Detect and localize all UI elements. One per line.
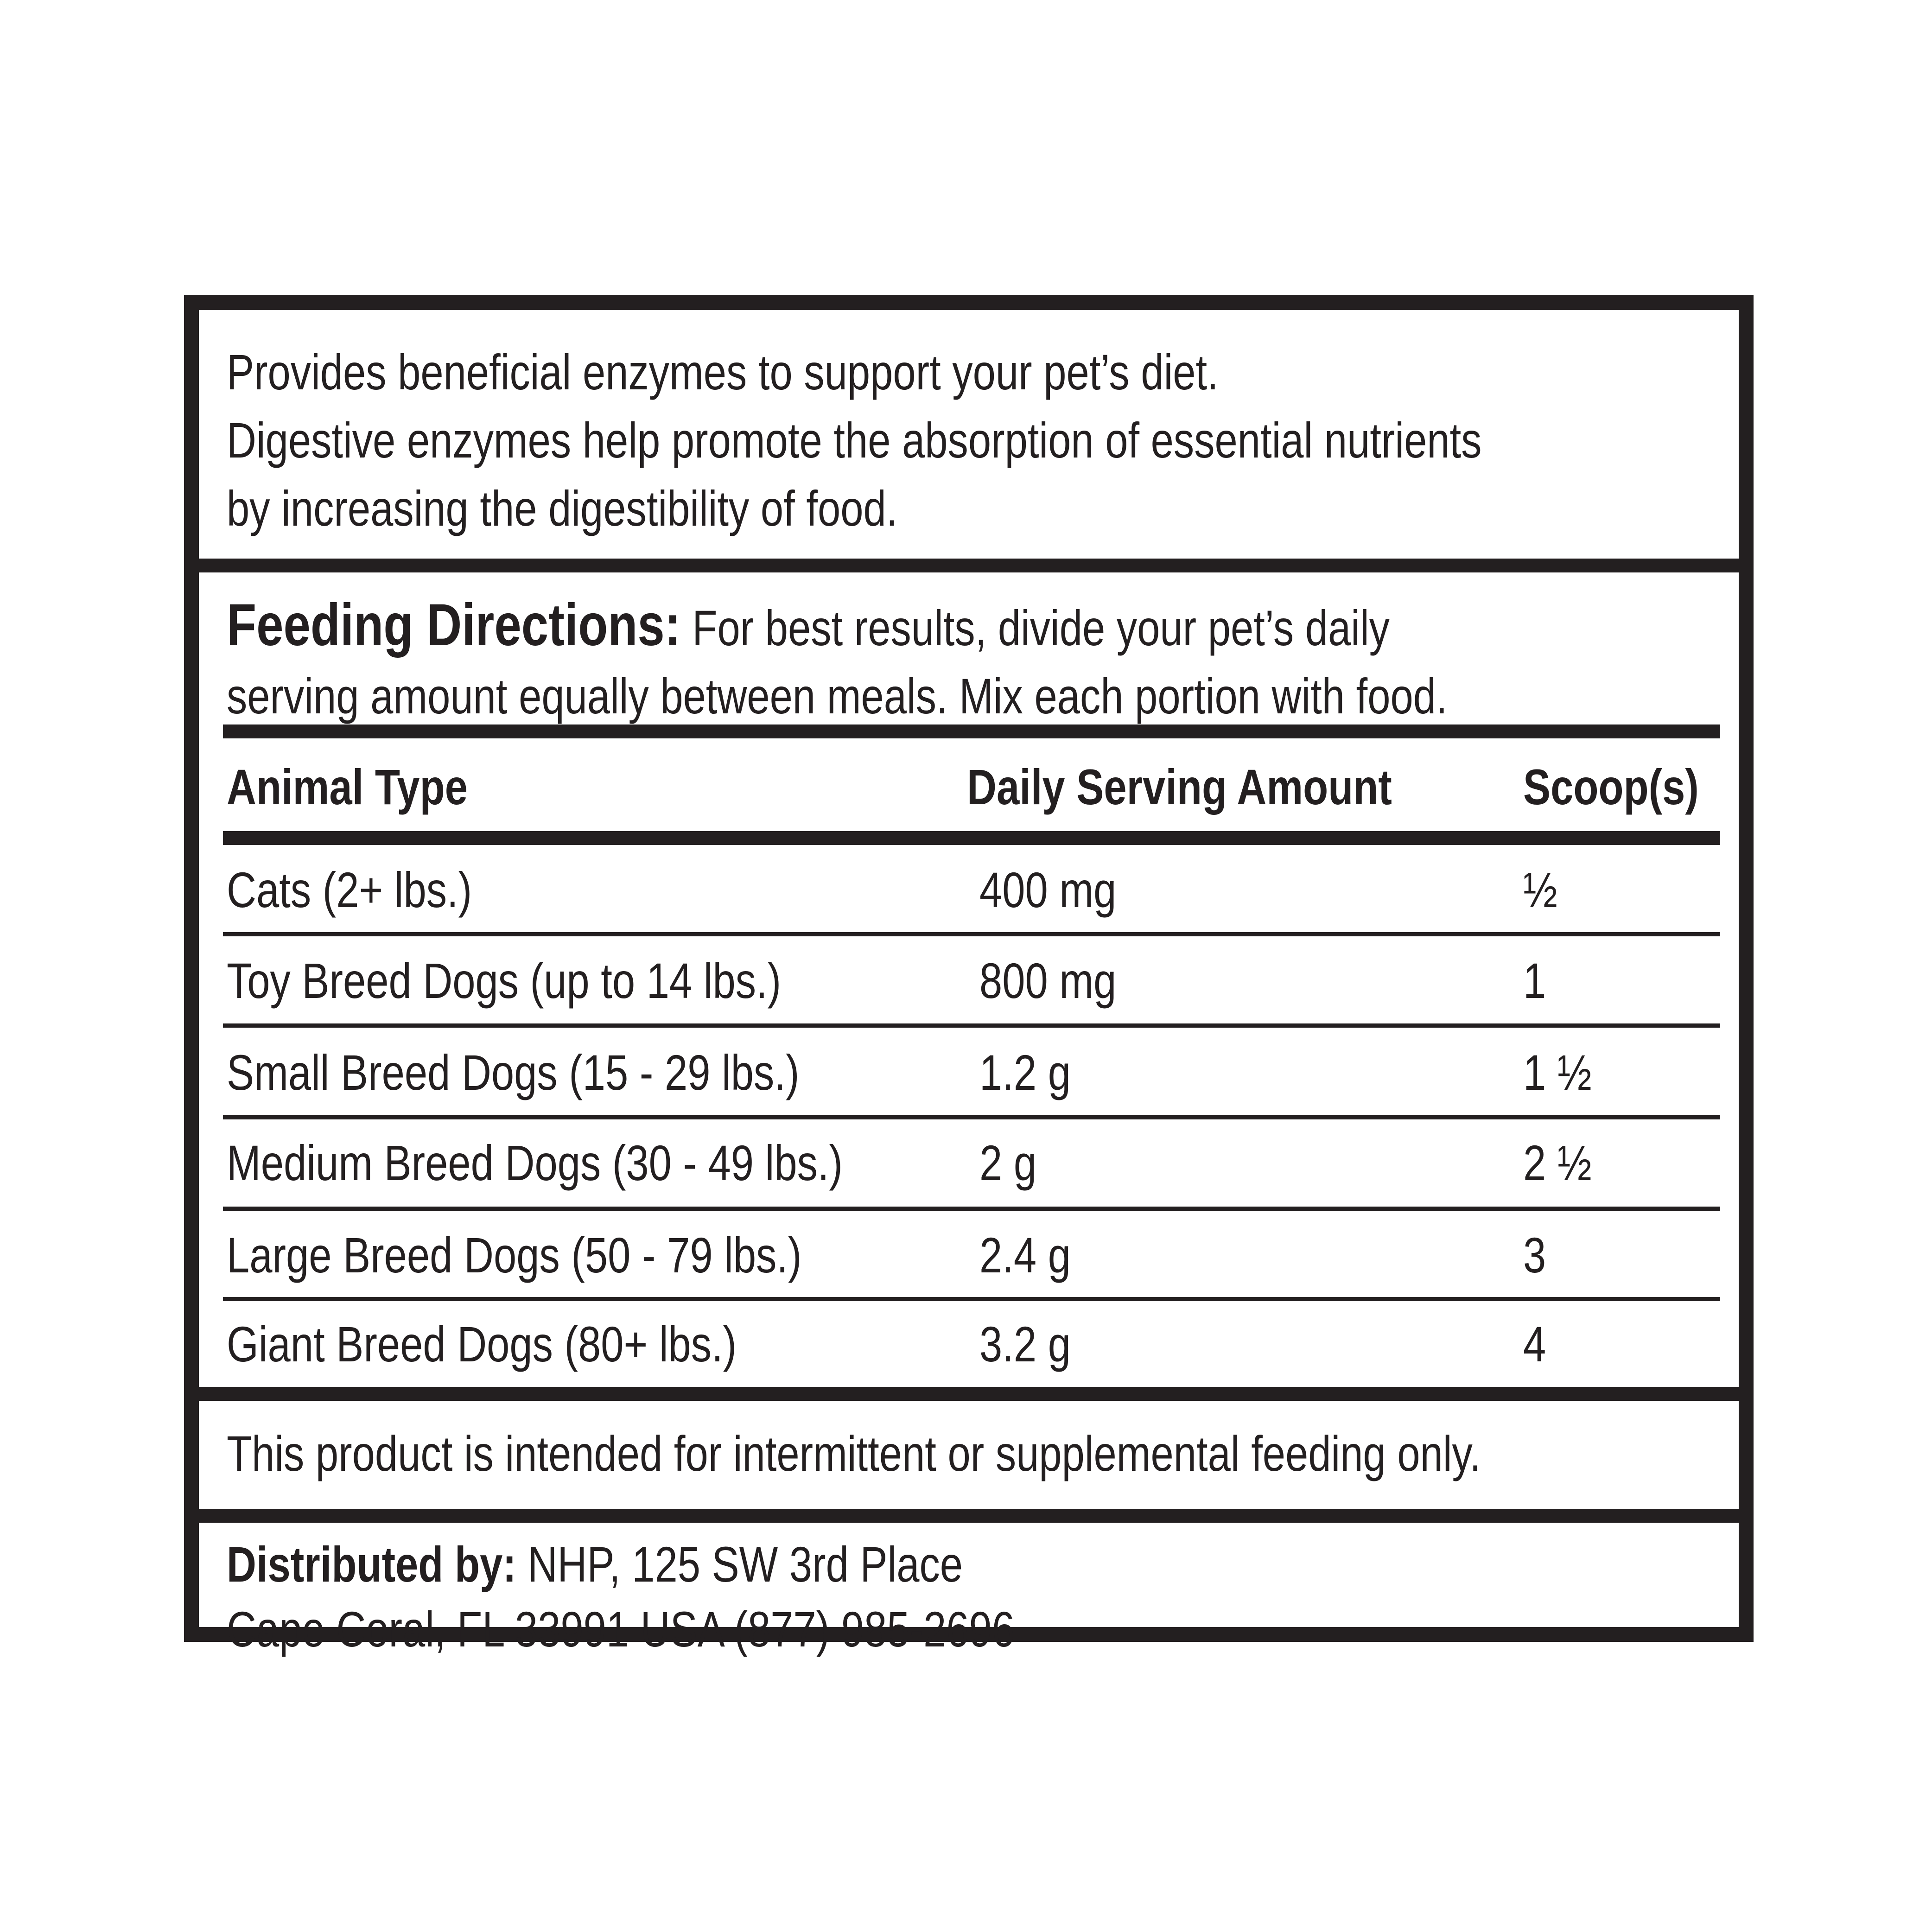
table-row-animal: Cats (2+ lbs.) xyxy=(227,862,472,918)
supplement-label-panel xyxy=(184,295,1754,1657)
table-row-amount: 2.4 g xyxy=(979,1227,1071,1283)
table-row-amount: 1.2 g xyxy=(979,1044,1071,1100)
column-header-scoops: Scoop(s) xyxy=(1523,759,1699,815)
table-row-scoops: 1 xyxy=(1523,953,1546,1009)
table-row-rule xyxy=(223,1023,1720,1028)
description-line-2: Digestive enzymes help promote the absorption of essential nutrients xyxy=(227,412,1482,468)
table-row-animal: Large Breed Dogs (50 - 79 lbs.) xyxy=(227,1227,802,1283)
distributor-address-line-2: Cape Coral, FL 33991 USA (877) 985-2696 xyxy=(227,1601,1015,1657)
table-row-animal: Toy Breed Dogs (up to 14 lbs.) xyxy=(227,953,782,1009)
description-text xyxy=(227,338,1757,542)
product-description xyxy=(199,310,1739,559)
table-row-rule xyxy=(223,1297,1720,1301)
table-row-rule xyxy=(223,932,1720,936)
table-row-rule xyxy=(223,1115,1720,1119)
table-row-scoops: 1 ½ xyxy=(1523,1044,1592,1100)
table-row-rule xyxy=(223,1207,1720,1211)
table-row-amount: 400 mg xyxy=(979,862,1117,918)
feeding-directions-text xyxy=(227,591,1716,730)
feeding-directions-line-2: serving amount equally between meals. Mix each portion with food. xyxy=(227,668,1448,724)
table-row-scoops: 3 xyxy=(1523,1227,1546,1283)
table-row-amount: 800 mg xyxy=(979,953,1117,1009)
section-divider xyxy=(199,559,1739,572)
table-row-scoops: 4 xyxy=(1523,1316,1546,1372)
distributor-label: Distributed by: xyxy=(227,1536,516,1592)
table-row-scoops: ½ xyxy=(1523,862,1557,918)
table-row-animal: Small Breed Dogs (15 - 29 lbs.) xyxy=(227,1044,800,1100)
section-divider xyxy=(199,1509,1739,1523)
table-row-amount: 3.2 g xyxy=(979,1316,1071,1372)
column-header-animal-type: Animal Type xyxy=(227,759,468,815)
table-row-animal: Medium Breed Dogs (30 - 49 lbs.) xyxy=(227,1135,843,1191)
feeding-directions-section xyxy=(199,572,1739,1387)
table-row-amount: 2 g xyxy=(979,1135,1037,1191)
description-line-3: by increasing the digestibility of food. xyxy=(227,480,898,536)
distributor-address-line-1: NHP, 125 SW 3rd Place xyxy=(516,1536,963,1592)
table-row-animal: Giant Breed Dogs (80+ lbs.) xyxy=(227,1316,737,1372)
table-row-scoops: 2 ½ xyxy=(1523,1135,1592,1191)
description-line-1: Provides beneficial enzymes to support your pet’s diet. xyxy=(227,344,1219,400)
column-header-daily-serving: Daily Serving Amount xyxy=(967,759,1392,815)
table-top-rule xyxy=(223,724,1720,738)
feeding-directions-line-1: For best results, divide your pet’s daily xyxy=(680,600,1390,656)
section-divider xyxy=(199,1387,1739,1401)
feeding-directions-heading: Feeding Directions: xyxy=(227,592,681,658)
feeding-notice-section xyxy=(199,1401,1739,1509)
table-header-rule xyxy=(223,831,1720,845)
distributor-section xyxy=(199,1523,1739,1657)
distributor-text xyxy=(227,1532,1188,1662)
feeding-notice-text: This product is intended for intermittent or supplemental feeding only. xyxy=(227,1425,1481,1481)
